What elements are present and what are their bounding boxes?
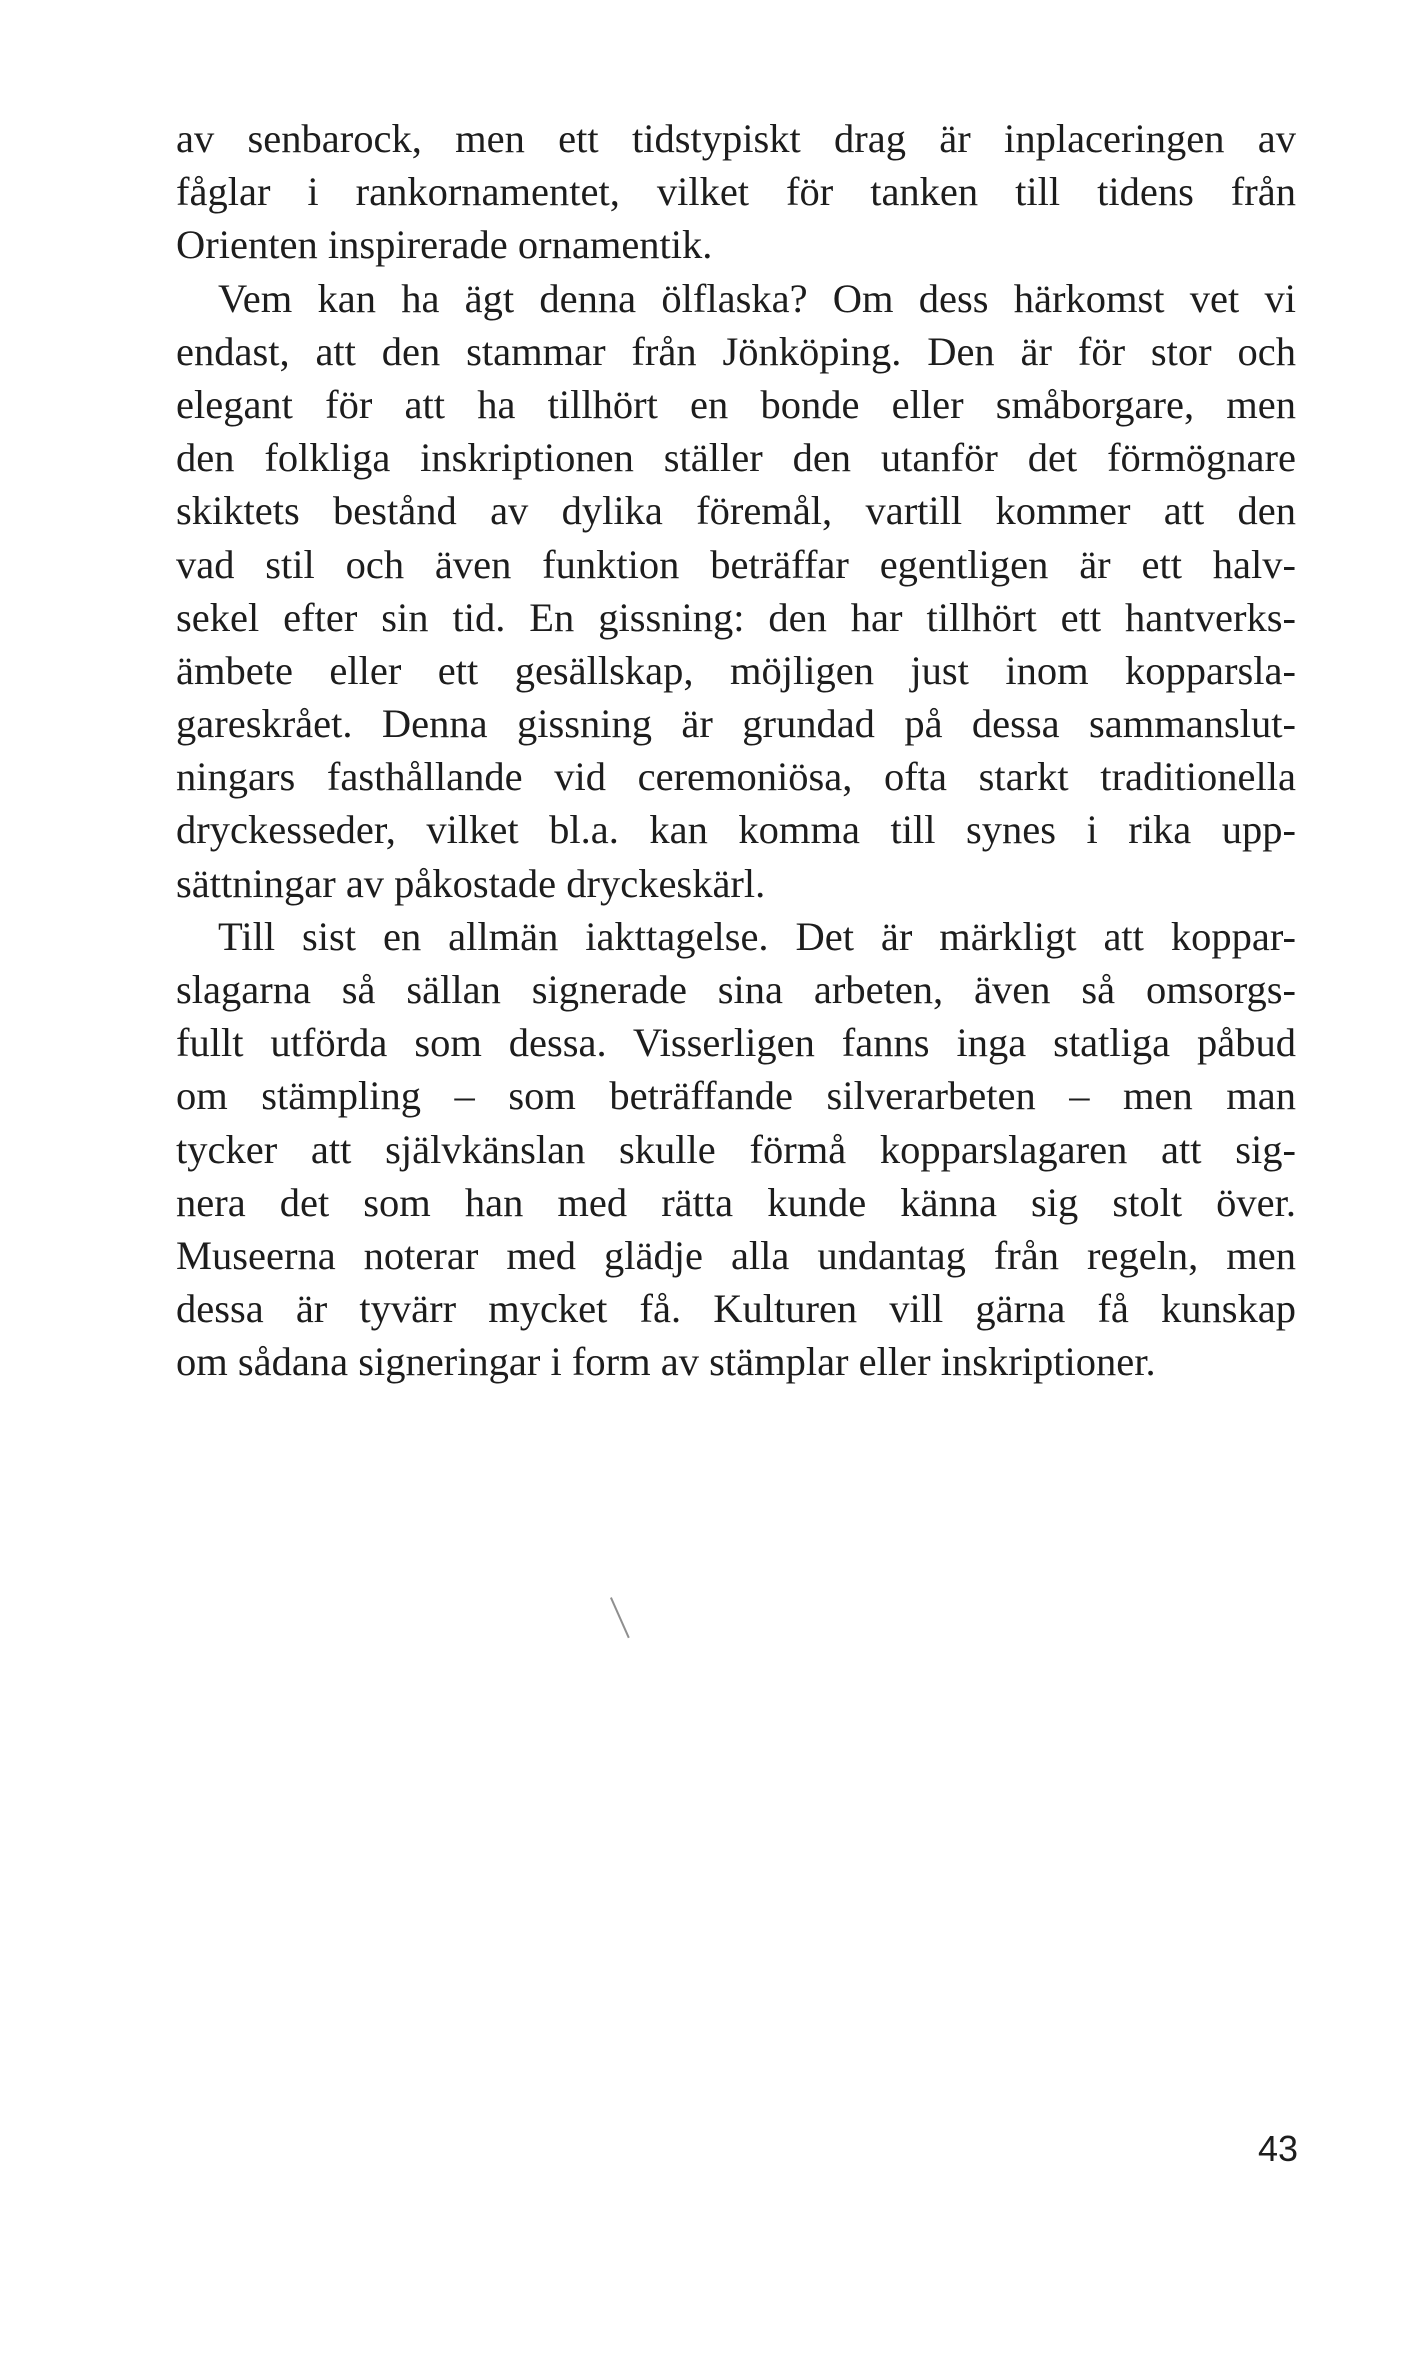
page-number: 43 — [1257, 2128, 1298, 2169]
text-line: om stämpling – som beträffande silverarbeten – men man — [176, 1073, 1296, 1119]
text-line: av senbarock, men ett tidstypiskt drag är inplaceringen av — [176, 116, 1296, 161]
text-line: sekel efter sin tid. En gissning: den har tillhört ett hantverks- — [176, 594, 1296, 640]
text-line: Museerna noterar med glädje alla undantag från regeln, men — [176, 1232, 1296, 1278]
text-line: elegant för att ha tillhört en bonde eller småborgare, men — [176, 381, 1296, 427]
text-line: tycker att självkänslan skulle förmå kopparslagaren att sig- — [176, 1126, 1296, 1172]
text-line: Vem kan ha ägt denna ölflaska? Om dess härkomst vet vi — [218, 275, 1296, 321]
stray-pen-mark — [610, 1597, 630, 1638]
text-line: skiktets bestånd av dylika föremål, vartill kommer att den — [176, 488, 1296, 534]
text-line: nera det som han med rätta kunde känna sig stolt över. — [176, 1179, 1296, 1225]
text-line: om sådana signeringar i form av stämplar eller inskriptioner. — [176, 1339, 1156, 1385]
text-line: Orienten inspirerade ornamentik. — [176, 222, 713, 268]
body-text — [176, 112, 1296, 1389]
text-line: fullt utförda som dessa. Visserligen fanns inga statliga påbud — [176, 1020, 1296, 1066]
text-line: endast, att den stammar från Jönköping. Den är för stor och — [176, 328, 1296, 374]
text-line: dessa är tyvärr mycket få. Kulturen vill gärna få kunskap — [176, 1286, 1296, 1332]
text-line: sättningar av påkostade dryckeskärl. — [176, 860, 766, 906]
text-line: ämbete eller ett gesällskap, möjligen just inom kopparsla- — [176, 647, 1296, 693]
text-line: vad stil och även funktion beträffar egentligen är ett halv- — [176, 541, 1296, 587]
text-line: gareskrået. Denna gissning är grundad på dessa sammanslut- — [176, 701, 1296, 747]
text-line: Till sist en allmän iakttagelse. Det är märkligt att koppar- — [218, 913, 1296, 959]
text-line: ningars fasthållande vid ceremoniösa, ofta starkt traditionella — [176, 754, 1296, 800]
text-line: slagarna så sällan signerade sina arbeten, även så omsorgs- — [176, 967, 1296, 1012]
text-line: fåglar i rankornamentet, vilket för tanken till tidens från — [176, 169, 1296, 215]
text-line: dryckesseder, vilket bl.a. kan komma till synes i rika upp- — [176, 807, 1296, 853]
text-line: den folkliga inskriptionen ställer den utanför det förmögnare — [176, 435, 1296, 481]
